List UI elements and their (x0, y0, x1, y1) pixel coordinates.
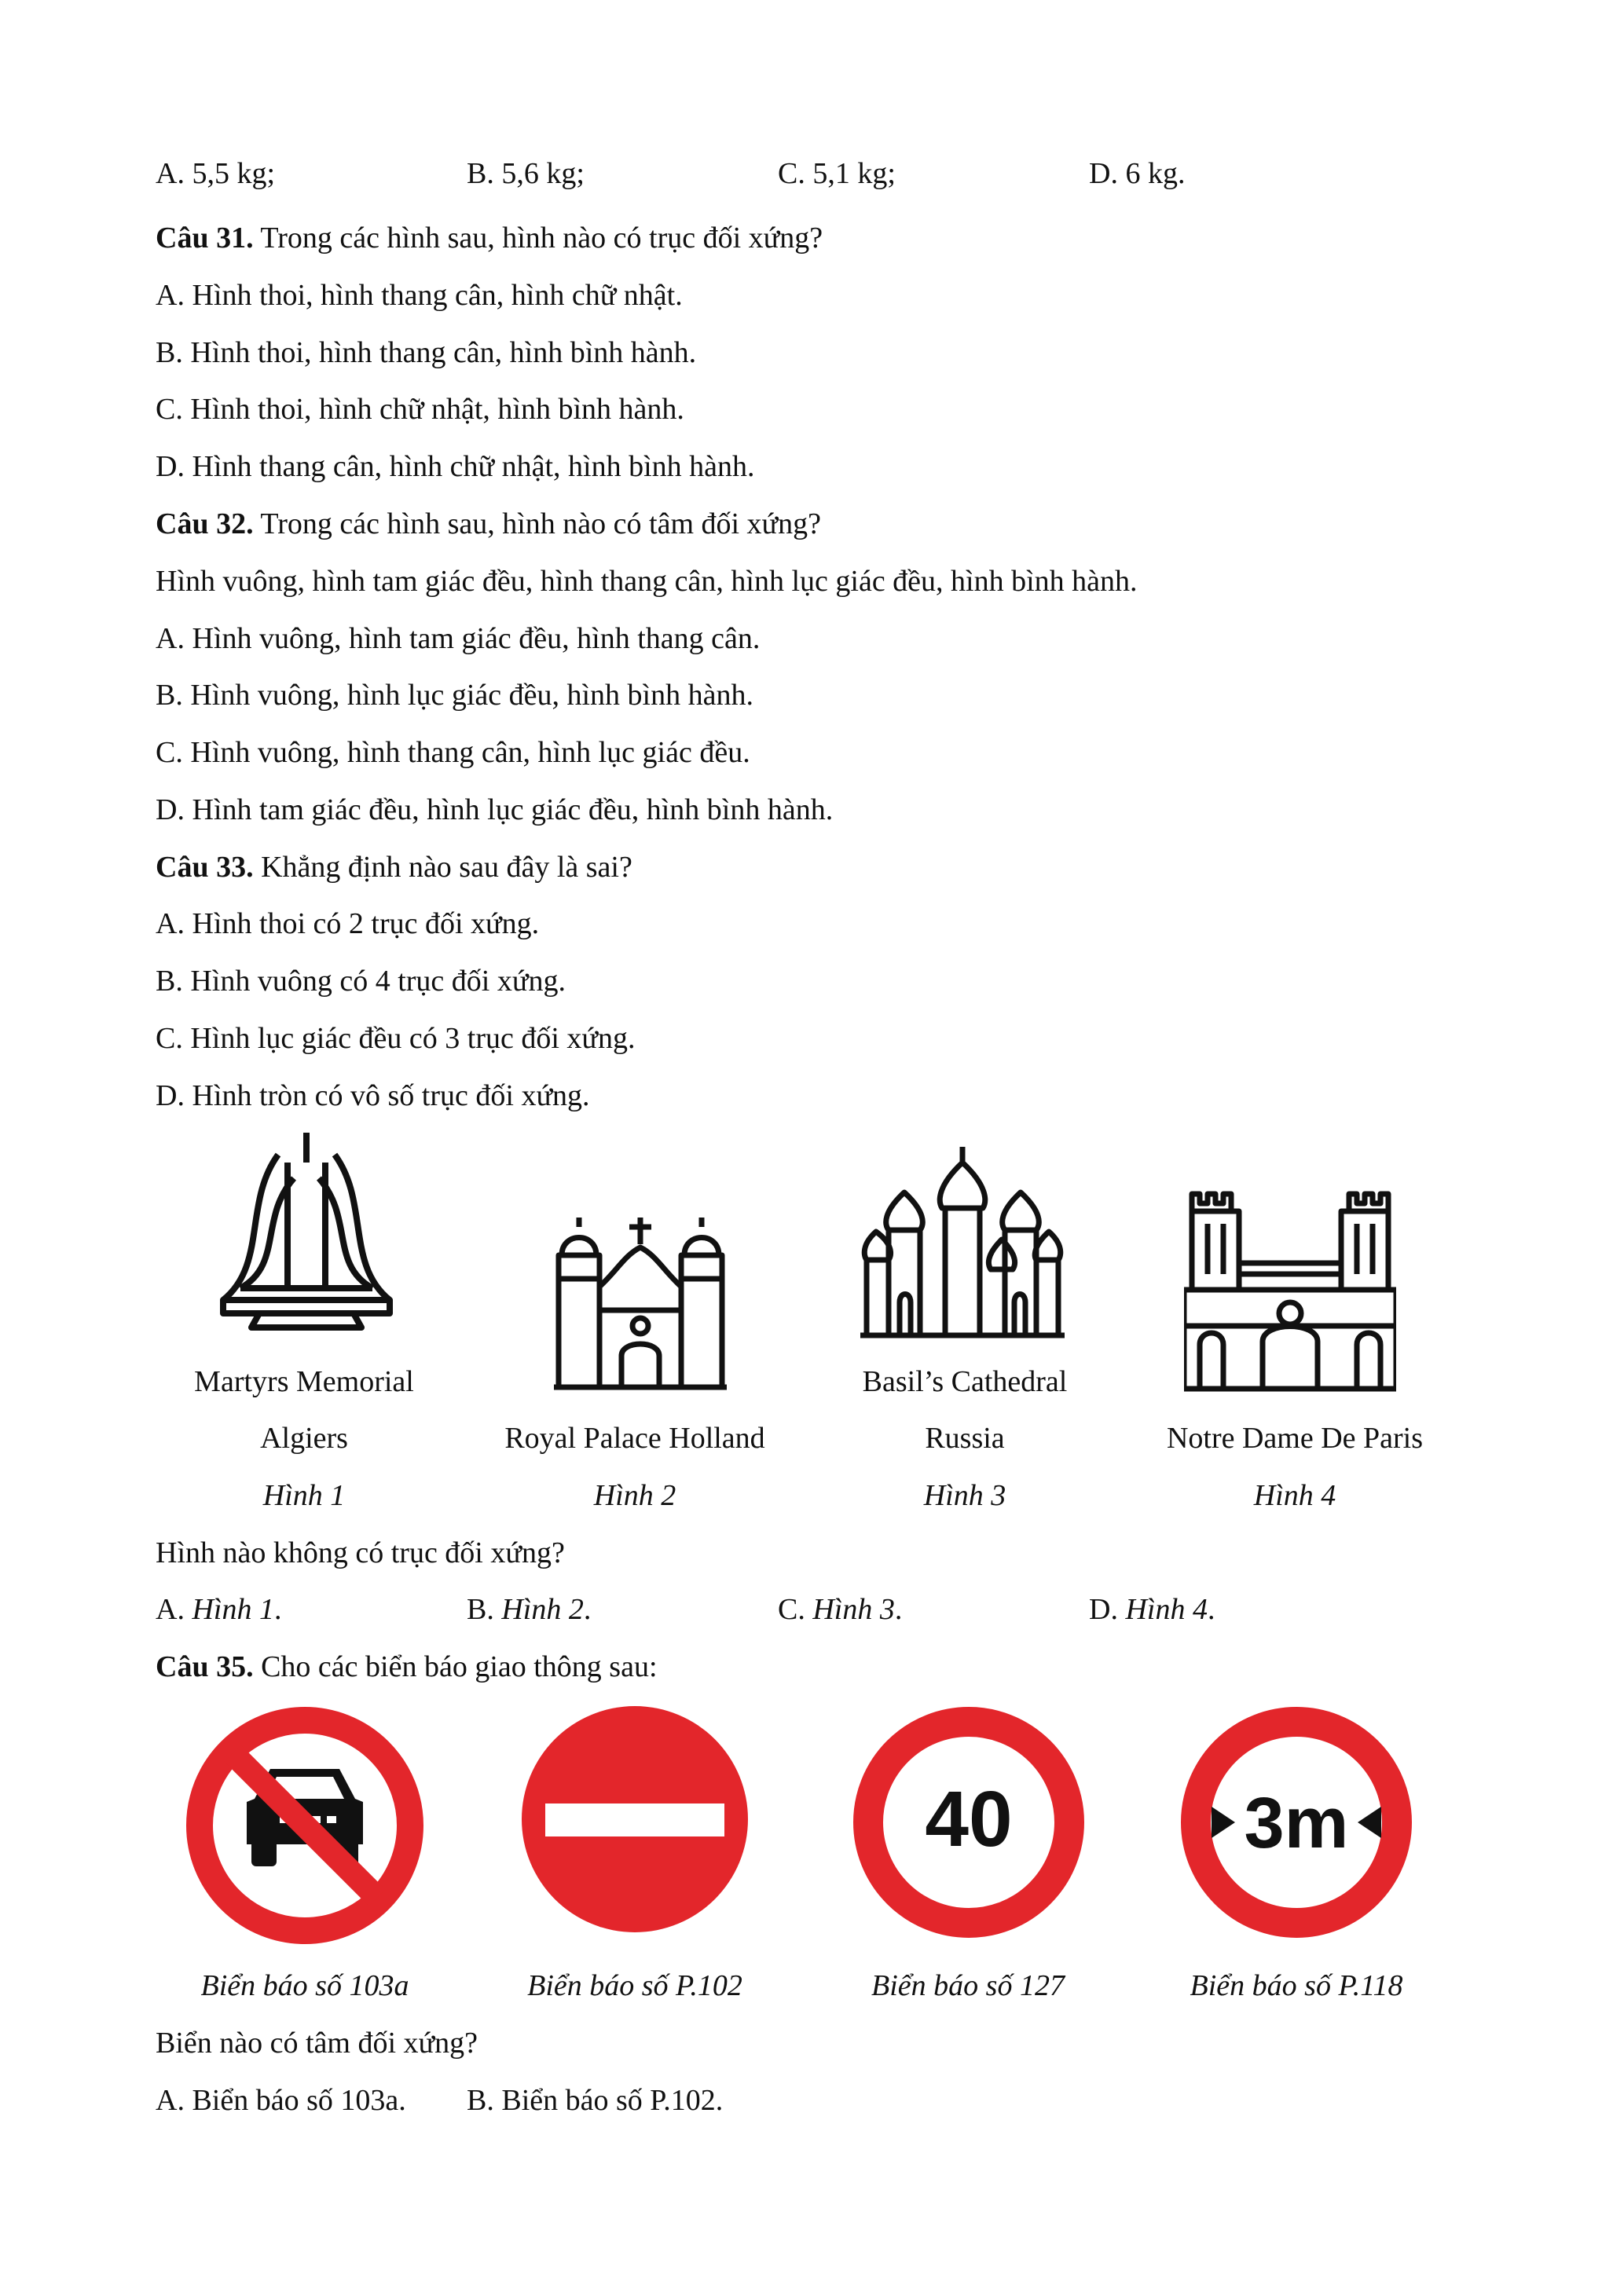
q32-option-a: A. Hình vuông, hình tam giác đều, hình thang cân. (156, 622, 761, 655)
q32-question (156, 509, 821, 539)
q31-option-c: C. Hình thoi, hình chữ nhật, hình bình hành. (156, 393, 684, 426)
notre-dame-icon (1184, 1188, 1396, 1392)
q35-text: Cho các biển báo giao thông sau: (253, 1650, 658, 1683)
q31-question (156, 223, 823, 253)
q33-option-c: C. Hình lục giác đều có 3 trục đối xứng. (156, 1022, 636, 1055)
basil-cathedral-icon (860, 1145, 1065, 1338)
q30-option-b: B. 5,6 kg; (467, 157, 585, 190)
q34-option-d: D. Hình 4. (1089, 1593, 1215, 1626)
q32-number: Câu 32. (156, 507, 254, 540)
speed-limit-value: 40 (925, 1775, 1013, 1863)
q32-text: Trong các hình sau, hình nào có tâm đối xứng? (253, 507, 822, 540)
q33-question (156, 852, 632, 882)
q31-option-b: B. Hình thoi, hình thang cân, hình bình hành. (156, 336, 697, 369)
q35-option-b: B. Biển báo số P.102. (467, 2084, 724, 2117)
q32-option-d: D. Hình tam giác đều, hình lục giác đều, hình bình hành. (156, 793, 834, 826)
no-cars-sign-icon (185, 1706, 424, 1945)
q33-option-d: D. Hình tròn có vô số trục đối xứng. (156, 1079, 590, 1112)
q33-option-b: B. Hình vuông có 4 trục đối xứng. (156, 965, 566, 998)
q32-option-c: C. Hình vuông, hình thang cân, hình lục giác đều. (156, 736, 750, 769)
martyrs-memorial-icon (212, 1131, 401, 1343)
q34-question: Hình nào không có trục đối xứng? (156, 1536, 565, 1569)
q32-option-b: B. Hình vuông, hình lục giác đều, hình bình hành. (156, 679, 753, 712)
q30-option-d: D. 6 kg. (1089, 157, 1186, 190)
q31-option-d: D. Hình thang cân, hình chữ nhật, hình bình hành. (156, 450, 755, 483)
sign-2-label: Biển báo số P.102 (527, 1969, 742, 2002)
q34-option-a: A. Hình 1. (156, 1593, 282, 1626)
q33-number: Câu 33. (156, 851, 254, 884)
building-1-name-line2: Algiers (260, 1422, 348, 1455)
building-2-figure-label: Hình 2 (593, 1479, 676, 1512)
no-entry-sign-icon (522, 1706, 748, 1932)
speed-limit-sign-icon (852, 1706, 1085, 1939)
q31-number: Câu 31. (156, 222, 254, 255)
q34-option-c: C. Hình 3. (778, 1593, 903, 1626)
width-limit-sign-icon (1180, 1706, 1413, 1939)
building-1-figure-label: Hình 1 (262, 1479, 346, 1512)
q31-text: Trong các hình sau, hình nào có trục đối xứng? (253, 222, 823, 255)
q34-option-b: B. Hình 2. (467, 1593, 592, 1626)
building-1-name-line1: Martyrs Memorial (194, 1365, 414, 1398)
sign-4-label: Biển báo số P.118 (1190, 1969, 1403, 2002)
sign-1-label: Biển báo số 103a (200, 1969, 409, 2002)
building-4-figure-label: Hình 4 (1253, 1479, 1336, 1512)
building-2-name: Royal Palace Holland (504, 1422, 765, 1455)
q33-option-a: A. Hình thoi có 2 trục đối xứng. (156, 907, 540, 940)
building-3-name-line1: Basil’s Cathedral (862, 1365, 1068, 1398)
royal-palace-icon (554, 1216, 727, 1390)
q32-shape-list: Hình vuông, hình tam giác đều, hình thang cân, hình lục giác đều, hình bình hành. (156, 565, 1138, 598)
q30-option-a: A. 5,5 kg; (156, 157, 275, 190)
sign-3-label: Biển báo số 127 (871, 1969, 1065, 2002)
q30-option-c: C. 5,1 kg; (778, 157, 896, 190)
q31-option-a: A. Hình thoi, hình thang cân, hình chữ nhật. (156, 279, 683, 312)
q33-text: Khẳng định nào sau đây là sai? (253, 851, 632, 884)
building-3-figure-label: Hình 3 (923, 1479, 1006, 1512)
q35-number: Câu 35. (156, 1650, 254, 1683)
q35-subquestion: Biển nào có tâm đối xứng? (156, 2027, 478, 2060)
width-limit-value: 3m (1244, 1783, 1349, 1863)
q35-question (156, 1652, 658, 1682)
building-4-name: Notre Dame De Paris (1166, 1422, 1424, 1455)
building-3-name-line2: Russia (925, 1422, 1005, 1455)
q35-option-a: A. Biển báo số 103a. (156, 2084, 406, 2117)
